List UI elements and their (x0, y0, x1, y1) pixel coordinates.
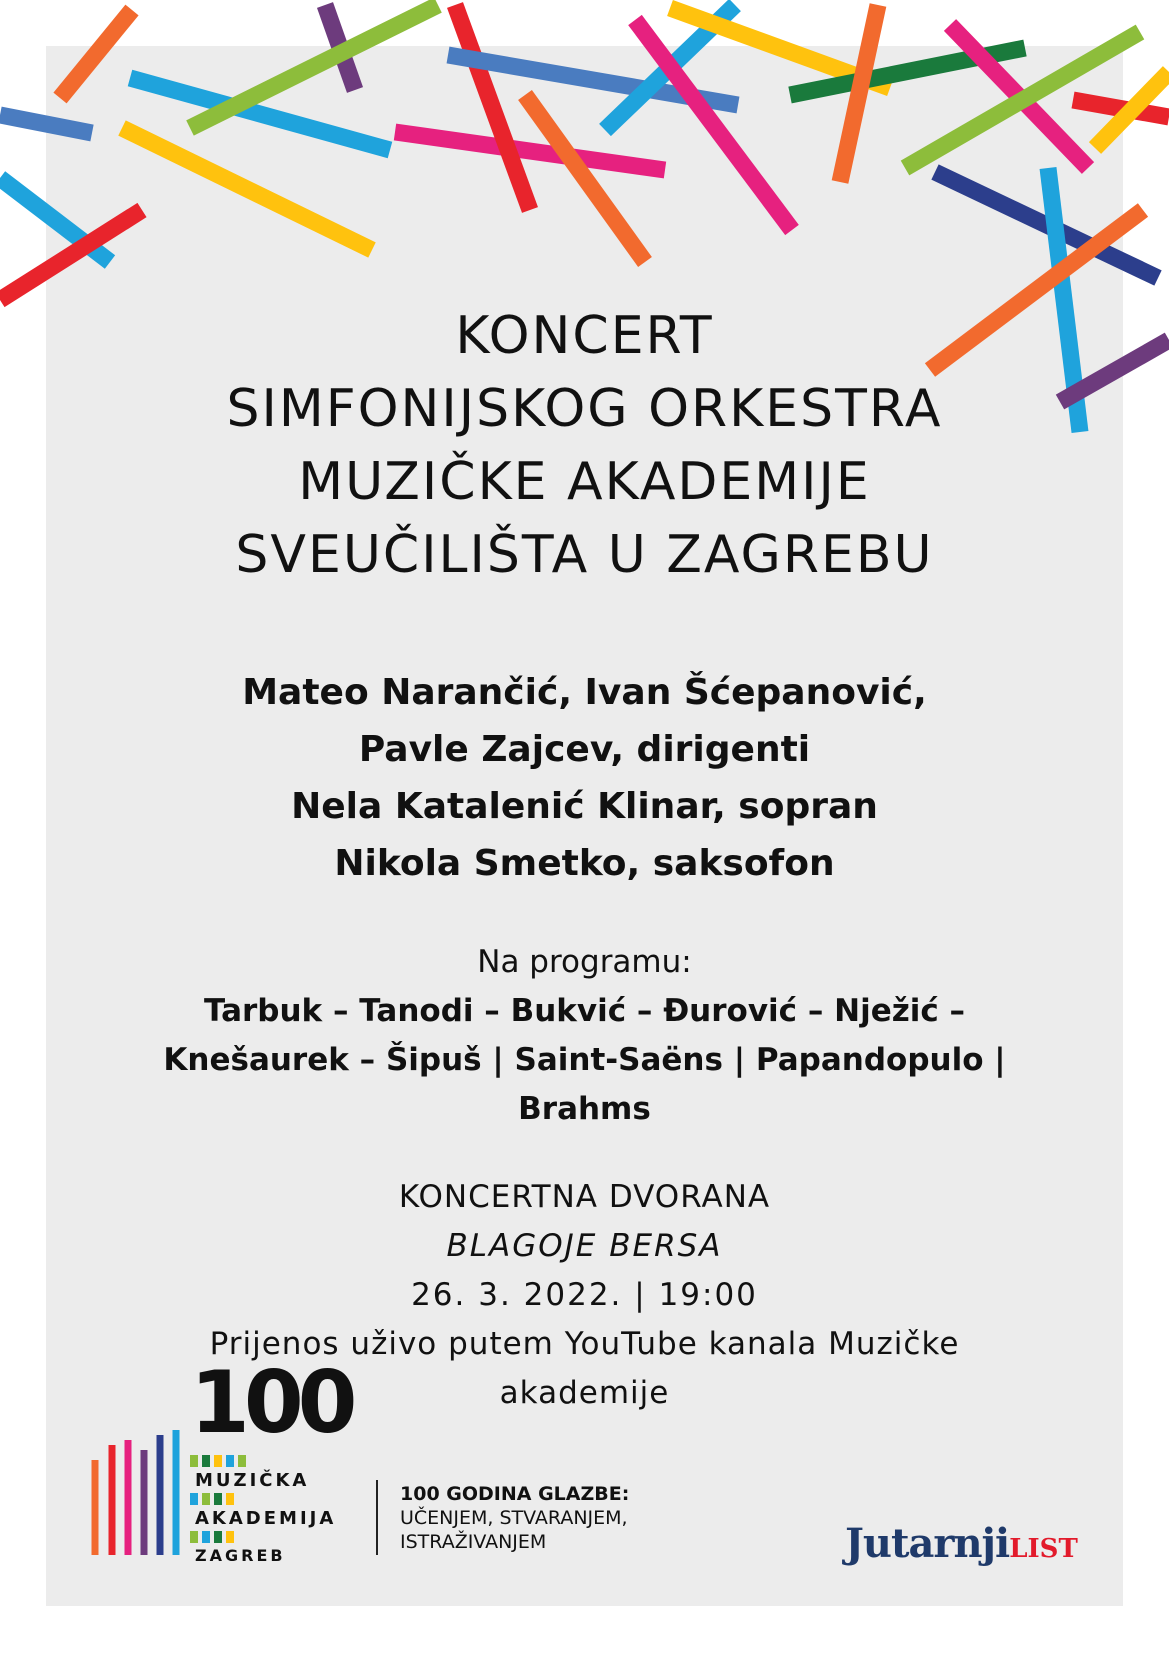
title-line: KONCERT (455, 306, 714, 366)
stick (395, 132, 665, 170)
venue-label: KONCERTNA DVORANA (398, 1179, 771, 1215)
logo-number: 100 (190, 1353, 352, 1453)
logo-divider (376, 1480, 378, 1555)
event-datetime: 26. 3. 2022. | 19:00 (411, 1277, 758, 1313)
newspaper-logo (845, 1520, 1078, 1567)
stick (122, 128, 372, 250)
stick (840, 5, 878, 182)
stick (455, 5, 530, 210)
title-line: SVEUČILIŠTA U ZAGREBU (235, 525, 934, 585)
logo-word: AKADEMIJA (195, 1508, 337, 1529)
stick (0, 115, 92, 133)
logo-word: ZAGREB (195, 1546, 286, 1565)
performer-line: Mateo Narančić, Ivan Šćepanović, (242, 672, 927, 713)
performer-line: Nikola Smetko, saksofon (334, 843, 835, 884)
tagline-line: ISTRAŽIVANJEM (400, 1531, 547, 1553)
program-line: Tarbuk – Tanodi – Bukvić – Đurović – Nježić – (203, 993, 966, 1029)
tagline-line: 100 GODINA GLAZBE: (400, 1483, 630, 1505)
title-line: SIMFONIJSKOG ORKESTRA (226, 379, 943, 439)
stream-line: akademije (499, 1375, 670, 1411)
program-line: Brahms (518, 1091, 651, 1127)
program-section (100, 938, 1069, 1134)
tagline-line: UČENJEM, STVARANJEM, (400, 1507, 628, 1529)
program-line: Knešaurek – Šipuš | Saint-Saëns | Papandopulo | (163, 1042, 1006, 1078)
logo-word: MUZIČKA (195, 1470, 310, 1491)
stream-line: Prijenos uživo putem YouTube kanala Muzičke (209, 1326, 960, 1362)
stick (60, 10, 132, 98)
venue-name: BLAGOJE BERSA (446, 1228, 723, 1264)
anniversary-tagline (400, 1482, 629, 1554)
performer-line: Pavle Zajcev, dirigenti (358, 729, 811, 770)
newspaper-name: Jutarnji (845, 1520, 1010, 1567)
newspaper-suffix: LIST (1009, 1534, 1078, 1564)
concert-title (100, 300, 1069, 592)
stick (190, 5, 438, 128)
performer-line: Nela Katalenić Klinar, sopran (291, 786, 878, 827)
title-line: MUZIČKE AKADEMIJE (298, 452, 871, 512)
performers-list (100, 664, 1069, 892)
program-heading: Na programu: (477, 944, 692, 980)
footer-logos (90, 1353, 1090, 1567)
